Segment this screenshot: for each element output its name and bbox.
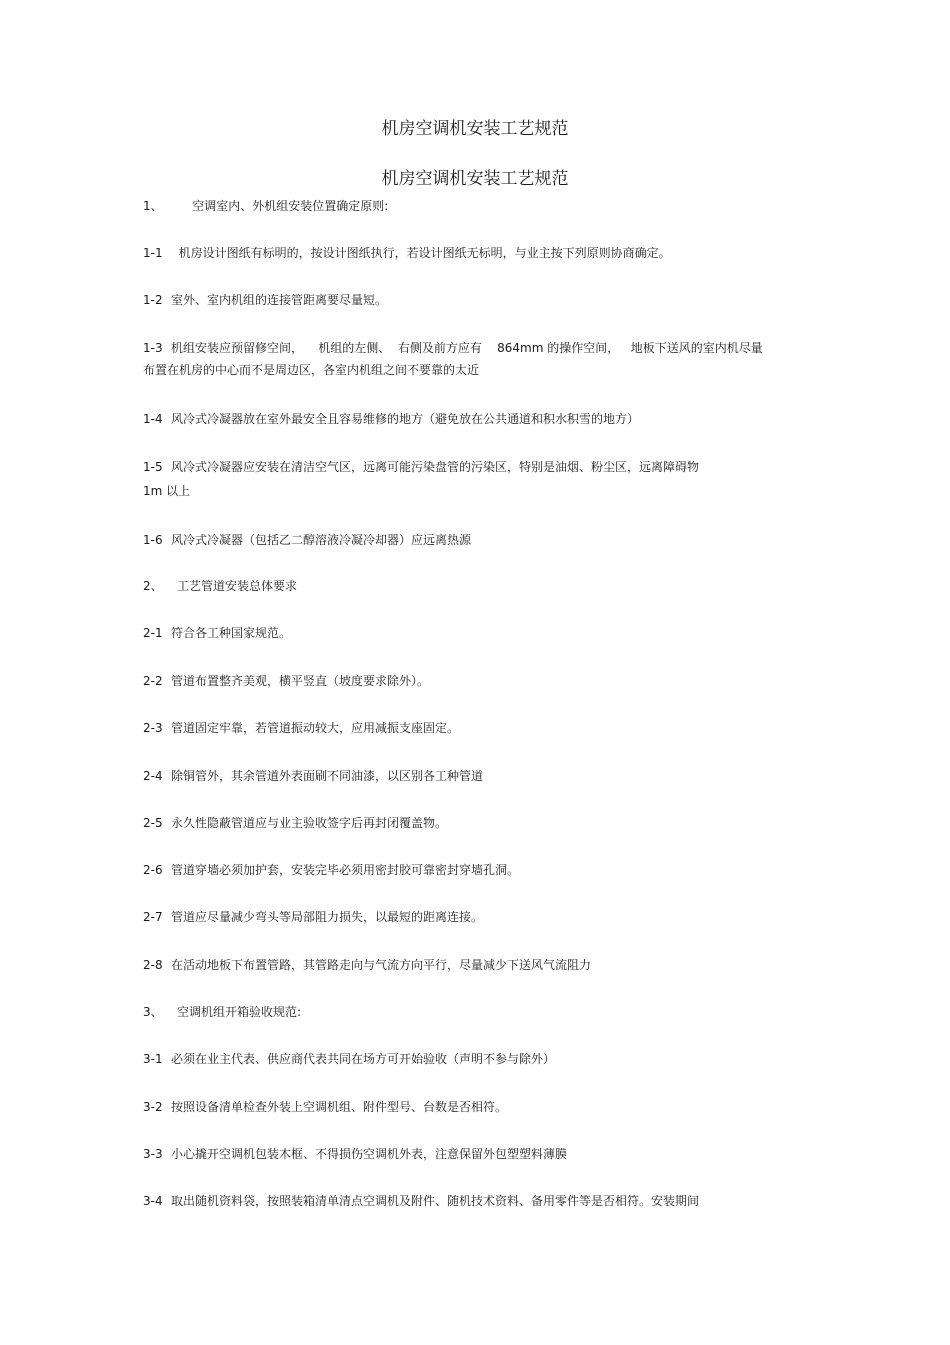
section-number: 2、 — [143, 579, 163, 593]
clause-number: 3-2 — [143, 1100, 163, 1114]
clause-text: 风冷式冷凝器应安装在清洁空气区，远离可能污染盘管的污染区，特别是油烟、粉尘区，远离障碍物 — [171, 460, 700, 474]
clause-2-3 — [143, 719, 823, 737]
clause-text: 布置在机房的中心而不是周边区，各室内机组之间不要靠的太近 — [143, 363, 480, 377]
clause-text: 机组安装应预留修空间， 机组的左侧、 右侧及前方应有 864mm 的操作空间， 地板下送风的室内机尽量 — [171, 341, 763, 355]
clause-text: 管道固定牢靠，若管道振动较大，应用减振支座固定。 — [171, 721, 460, 735]
clause-number: 2-5 — [143, 816, 163, 830]
clause-text: 在活动地板下布置管路，其管路走向与气流方向平行，尽量减少下送风气流阻力 — [171, 958, 592, 972]
clause-1-3 — [143, 339, 823, 357]
clause-1-1 — [143, 244, 823, 262]
clause-text: 永久性隐蔽管道应与业主验收签字后再封闭覆盖物。 — [171, 816, 448, 830]
clause-number: 2-1 — [143, 626, 163, 640]
clause-number: 1-5 — [143, 460, 163, 474]
clause-text: 除铜管外，其余管道外表面刷不同油漆，以区别各工种管道 — [171, 769, 484, 783]
clause-number: 2-4 — [143, 769, 163, 783]
clause-text: 按照设备清单检查外装上空调机组、附件型号、台数是否相符。 — [171, 1100, 508, 1114]
clause-text: 机房设计图纸有标明的，按设计图纸执行，若设计图纸无标明，与业主按下列原则协商确定。 — [178, 246, 671, 260]
clause-text: 风冷式冷凝器放在室外最安全且容易维修的地方（避免放在公共通道和积水积雪的地方） — [171, 412, 640, 426]
clause-text: 小心撬开空调机包装木框、不得损伤空调机外表，注意保留外包塑塑料薄膜 — [171, 1147, 568, 1161]
clause-text: 符合各工种国家规范。 — [171, 626, 292, 640]
document-subtitle: 机房空调机安装工艺规范 — [381, 169, 569, 189]
clause-number: 3-3 — [143, 1147, 163, 1161]
clause-text: 风冷式冷凝器（包括乙二醇溶液冷凝冷却器）应远离热源 — [171, 533, 472, 547]
clause-number: 1-1 — [143, 246, 163, 260]
section-text: 空调室内、外机组安装位置确定原则: — [192, 199, 389, 213]
clause-text: 室外、室内机组的连接管距离要尽量短。 — [171, 293, 388, 307]
section-number: 3、 — [143, 1005, 163, 1019]
clause-number: 1-6 — [143, 533, 163, 547]
clause-number: 1-3 — [143, 341, 163, 355]
section-heading-2 — [143, 577, 823, 595]
clause-number: 3-4 — [143, 1194, 163, 1208]
clause-number: 1-2 — [143, 293, 163, 307]
clause-2-1 — [143, 624, 823, 642]
clause-text: 必须在业主代表、供应商代表共同在场方可开始验收（声明不参与除外） — [171, 1052, 556, 1066]
clause-2-7 — [143, 908, 823, 926]
section-heading-1 — [143, 197, 823, 215]
clause-number: 2-7 — [143, 910, 163, 924]
clause-3-3 — [143, 1145, 823, 1163]
clause-number: 3-1 — [143, 1052, 163, 1066]
clause-1-5-continued — [143, 482, 823, 500]
clause-1-5 — [143, 458, 823, 476]
clause-number: 2-8 — [143, 958, 163, 972]
clause-number: 2-3 — [143, 721, 163, 735]
clause-number: 1-4 — [143, 412, 163, 426]
clause-1-6 — [143, 531, 823, 549]
clause-number: 2-2 — [143, 674, 163, 688]
clause-text: 管道穿墙必须加护套，安装完毕必须用密封胶可靠密封穿墙孔洞。 — [171, 863, 520, 877]
clause-text: 取出随机资料袋，按照装箱清单清点空调机及附件、随机技术资料、备用零件等是否相符。安装期间 — [171, 1194, 700, 1208]
clause-3-1 — [143, 1050, 823, 1068]
clause-3-2 — [143, 1098, 823, 1116]
section-text: 工艺管道安装总体要求 — [177, 579, 298, 593]
clause-number: 2-6 — [143, 863, 163, 877]
clause-2-6 — [143, 861, 823, 879]
clause-2-5 — [143, 814, 823, 832]
section-heading-3 — [143, 1003, 823, 1021]
clause-2-2 — [143, 672, 823, 690]
clause-2-4 — [143, 767, 823, 785]
clause-text: 管道布置整齐美观，横平竖直（坡度要求除外）。 — [171, 674, 430, 688]
clause-3-4 — [143, 1192, 823, 1210]
section-number: 1、 — [143, 199, 163, 213]
section-text: 空调机组开箱验收规范: — [177, 1005, 302, 1019]
clause-text: 管道应尽量减少弯头等局部阻力损失，以最短的距离连接。 — [171, 910, 484, 924]
clause-1-4 — [143, 410, 823, 428]
clause-1-3-continued — [143, 361, 823, 379]
clause-text: 1m 以上 — [143, 484, 191, 498]
clause-1-2 — [143, 291, 823, 309]
clause-2-8 — [143, 956, 823, 974]
document-title: 机房空调机安装工艺规范 — [381, 119, 569, 139]
